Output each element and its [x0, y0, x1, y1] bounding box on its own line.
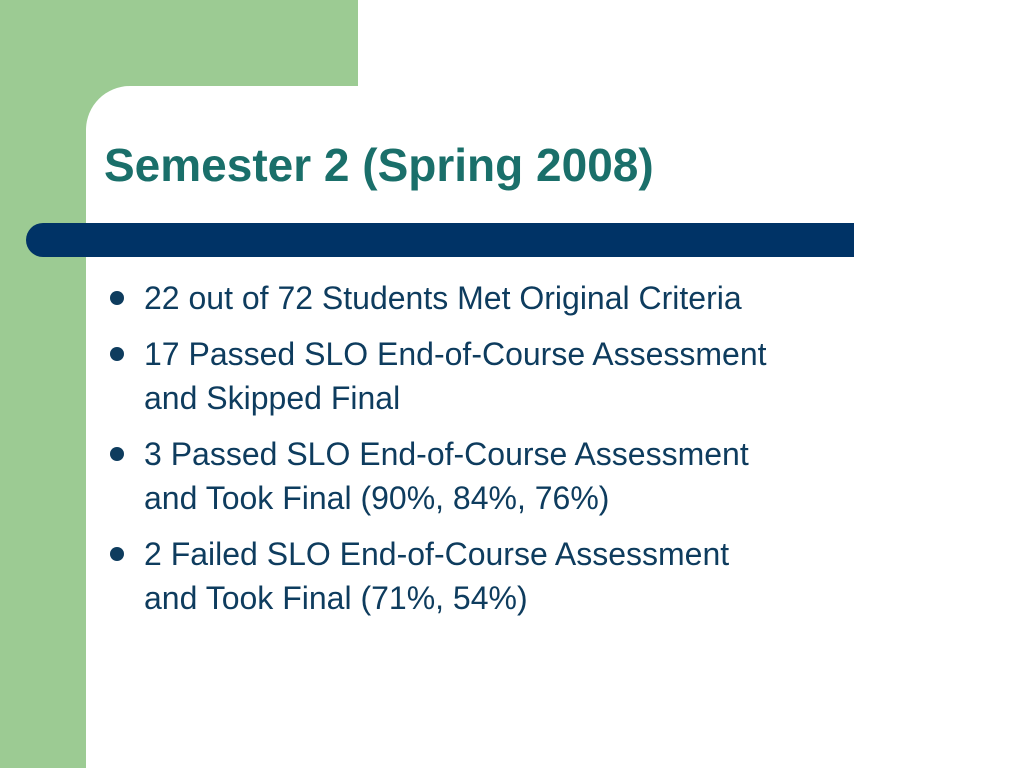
bullet-list	[104, 276, 944, 632]
bullet-dot-icon	[110, 447, 124, 461]
bullet-item	[104, 332, 944, 420]
bullet-text: 22 out of 72 Students Met Original Criteria	[144, 280, 742, 316]
bullet-text: 3 Passed SLO End-of-Course Assessment and Took Final (90%, 84%, 76%)	[144, 436, 749, 516]
title-underline-bar	[26, 223, 854, 257]
bullet-item	[104, 532, 944, 620]
bullet-item	[104, 432, 944, 520]
bullet-item	[104, 276, 944, 320]
bullet-dot-icon	[110, 291, 124, 305]
slide-title: Semester 2 (Spring 2008)	[104, 139, 654, 191]
bullet-text: 2 Failed SLO End-of-Course Assessment and Took Final (71%, 54%)	[144, 536, 730, 616]
bullet-dot-icon	[110, 547, 124, 561]
bullet-text: 17 Passed SLO End-of-Course Assessment and Skipped Final	[144, 336, 767, 416]
bullet-dot-icon	[110, 347, 124, 361]
